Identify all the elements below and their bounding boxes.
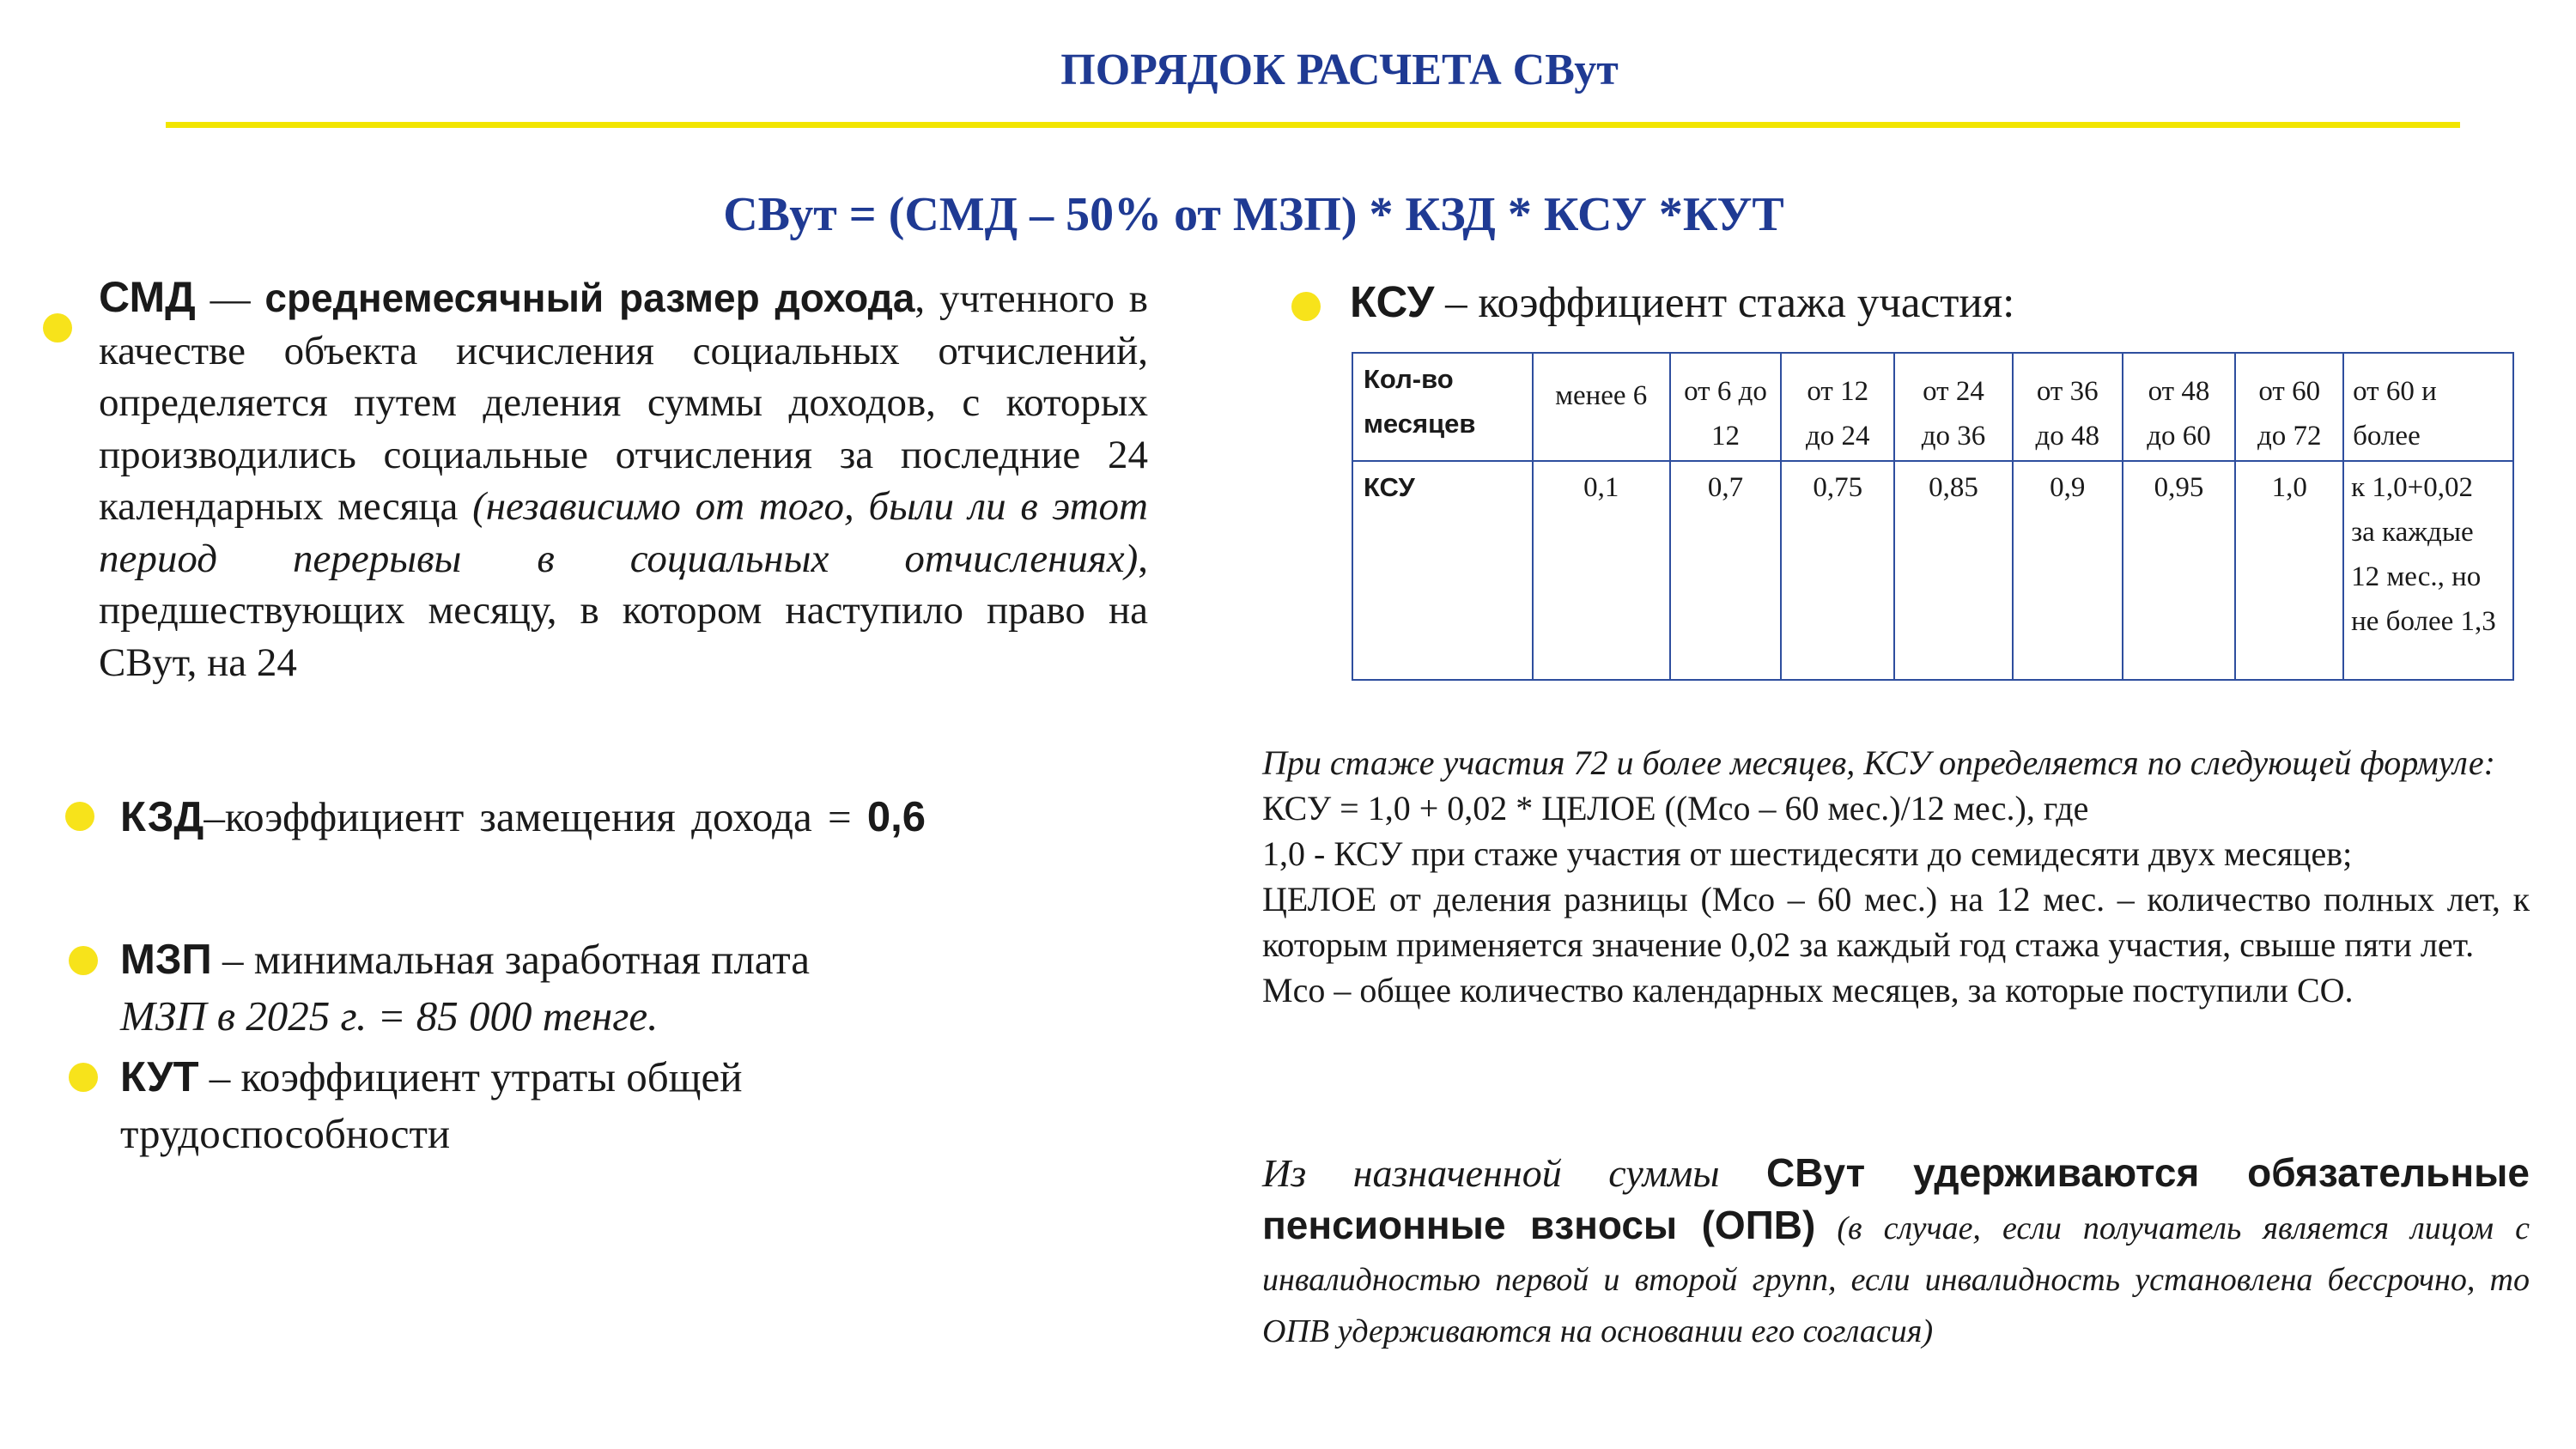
ksu-formula-block — [1262, 740, 2530, 1013]
table-cell: 1,0 — [2235, 461, 2343, 680]
ksu-table-header-row — [1352, 353, 2513, 461]
bullet-icon — [65, 802, 94, 831]
smd-text-2: , предшествующих месяцу, в котором наступило право на СВут, на 24 — [99, 536, 1148, 685]
ksu-table — [1352, 352, 2514, 681]
smd-label: СМД — [99, 273, 196, 321]
table-cell: 0,75 — [1781, 461, 1894, 680]
kzd-label: КЗД — [120, 794, 204, 840]
smd-italic-text: (независимо от того, были ли в этот период перерывы в социальных отчислениях) — [99, 484, 1148, 581]
opv-italic: Из назначенной суммы — [1262, 1151, 1767, 1195]
main-formula: СВут = (СМД – 50% от МЗП) * КЗД * КСУ *КУТ — [723, 188, 1784, 241]
table-header-cell: от 6 до 12 — [1670, 353, 1782, 461]
kzd-text: –коэффициент замещения дохода = — [204, 793, 867, 840]
table-header-cell: от 60 до 72 — [2235, 353, 2343, 461]
smd-bold-text: среднемесячный размер дохода — [264, 276, 915, 320]
opv-note — [1262, 1147, 2530, 1355]
table-header-cell: от 12 до 24 — [1781, 353, 1894, 461]
kut-definition — [120, 1049, 876, 1162]
ksu-definition — [1350, 276, 2014, 328]
table-cell: 0,9 — [2013, 461, 2123, 680]
table-header-cell: от 36 до 48 — [2013, 353, 2123, 461]
mzp-definition — [120, 931, 1151, 1045]
opv-bold: СВут удерживаются обязательные пенсионные взносы (ОПВ) — [1262, 1150, 2530, 1247]
ksu-text: – коэффициент стажа участия: — [1434, 279, 2015, 327]
kzd-value: 0,6 — [866, 794, 926, 840]
table-header-cell: от 24 до 36 — [1894, 353, 2013, 461]
page-title: ПОРЯДОК РАСЧЕТА СВут — [1060, 45, 1619, 94]
table-row-label: КСУ — [1352, 461, 1533, 680]
ksu-formula-line: Мсо – общее количество календарных месяцев, за которые поступили СО. — [1262, 971, 2354, 1009]
smd-dash: — — [195, 276, 265, 321]
table-header-cell: от 48 до 60 — [2123, 353, 2236, 461]
mzp-value: МЗП в 2025 г. = 85 000 тенге. — [120, 992, 659, 1040]
bullet-icon — [69, 946, 98, 975]
table-cell: 0,85 — [1894, 461, 2013, 680]
table-header-cell: Кол-во месяцев — [1352, 353, 1533, 461]
table-cell: 0,95 — [2123, 461, 2236, 680]
smd-text-1: , учтенного в качестве объекта исчисления социальных отчислений, определяется путем деления суммы доходов, с которых производились социальные отчисления за последние 24 календарных месяца — [99, 276, 1148, 529]
kzd-definition — [120, 789, 926, 846]
opv-small: (в случае, если получатель является лицом с инвалидностью первой и второй групп, если инвалидность установлена бессрочно, то ОПВ удерживаются на основании его согласия) — [1262, 1210, 2530, 1349]
table-cell: 0,7 — [1670, 461, 1782, 680]
bullet-icon — [69, 1063, 98, 1092]
table-header-cell: менее 6 — [1533, 353, 1670, 461]
bullet-icon — [1291, 292, 1321, 321]
mzp-text: – минимальная заработная плата — [211, 936, 811, 983]
ksu-formula-line: ЦЕЛОЕ от деления разницы (Мсо – 60 мес.) на 12 мес. – количество полных лет, к которым применяется значение 0,02 за каждый год стажа участия, свыше пяти лет. — [1262, 880, 2530, 964]
kut-label: КУТ — [120, 1054, 199, 1100]
title-underline — [166, 122, 2460, 128]
ksu-formula-line: 1,0 - КСУ при стаже участия от шестидесяти до семидесяти двух месяцев; — [1262, 834, 2353, 873]
ksu-formula-intro: При стаже участия 72 и более месяцев, КСУ определяется по следующей формуле: — [1262, 743, 2495, 782]
table-cell: к 1,0+0,02 за каждые 12 мес., но не более 1,3 — [2343, 461, 2513, 680]
table-header-cell: от 60 и более — [2343, 353, 2513, 461]
ksu-table-value-row — [1352, 461, 2513, 680]
kut-text: – коэффициент утраты общей трудоспособности — [120, 1053, 743, 1157]
mzp-label: МЗП — [120, 937, 212, 983]
ksu-label: КСУ — [1350, 277, 1435, 326]
bullet-icon — [43, 313, 72, 343]
ksu-formula-line: КСУ = 1,0 + 0,02 * ЦЕЛОЕ ((Мсо – 60 мес.)/12 мес.), где — [1262, 789, 2089, 828]
smd-definition — [99, 271, 1148, 688]
table-cell: 0,1 — [1533, 461, 1670, 680]
